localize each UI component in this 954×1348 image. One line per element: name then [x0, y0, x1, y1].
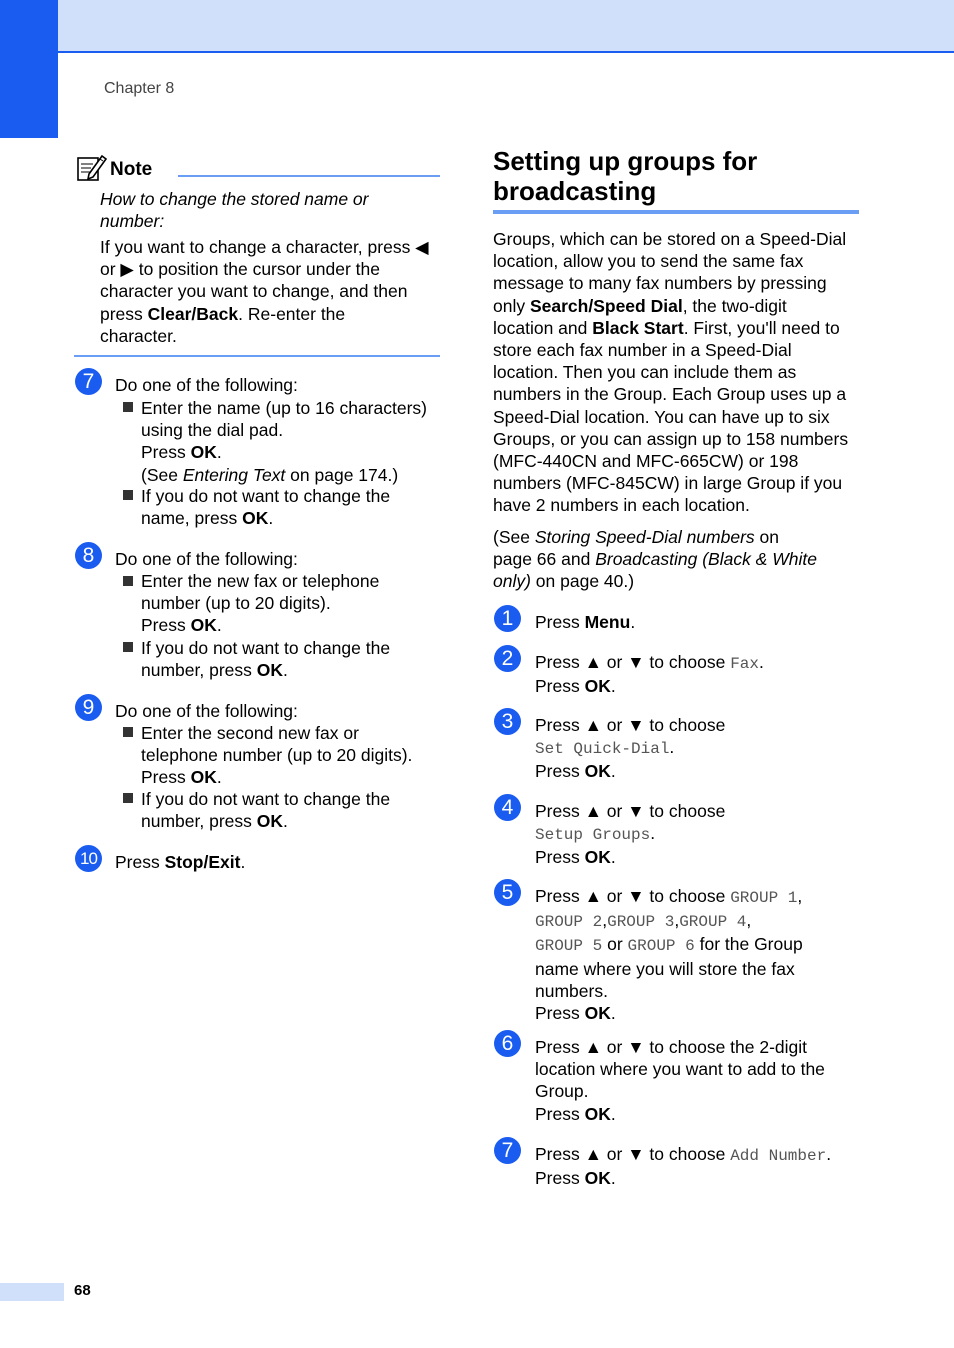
bullet-square-icon — [123, 642, 133, 652]
line: Press — [115, 852, 165, 872]
lcd-option: GROUP 1 — [730, 889, 798, 907]
line: location where you want to add to the — [535, 1059, 825, 1080]
key-name: OK — [584, 1103, 611, 1124]
note-subtitle-line: How to change the stored name or — [100, 189, 369, 209]
reference-title: Broadcasting (Black & White — [595, 549, 817, 570]
lcd-option: Fax — [730, 655, 759, 673]
key-name: OK — [256, 660, 283, 681]
step-text — [535, 611, 635, 633]
heading-line: broadcasting — [493, 176, 657, 206]
step-intro: Do one of the following: — [115, 549, 298, 569]
line: (MFC-440CN and MFC-665CW) or 198 — [493, 451, 799, 472]
line: . — [283, 811, 288, 832]
step-text — [535, 885, 803, 1024]
line: , — [602, 910, 608, 931]
lcd-option: Add Number — [730, 1147, 827, 1165]
see-reference — [493, 526, 817, 593]
reference-title: Storing Speed-Dial numbers — [534, 527, 755, 547]
line: Groups, which can be stored on a Speed-Dial — [493, 229, 847, 249]
line: . — [216, 615, 222, 636]
intro-paragraph — [493, 228, 848, 517]
line: Press — [141, 767, 191, 788]
reference-title: only) — [493, 571, 531, 592]
line: . — [610, 1103, 616, 1124]
line: name where you will store the fax — [535, 958, 795, 979]
line: number, press — [141, 811, 257, 832]
line: . — [610, 1168, 616, 1189]
heading-line: Setting up groups for — [493, 146, 758, 176]
step-number-badge: 8 — [75, 542, 102, 569]
line: . — [759, 652, 764, 672]
step-bullet-text — [141, 788, 390, 832]
line: . — [669, 737, 675, 758]
key-name: Menu — [584, 612, 631, 632]
line: or — [601, 1037, 628, 1057]
key-name: OK — [190, 615, 217, 636]
key-name: OK — [584, 847, 611, 868]
lcd-option: Set Quick-Dial — [535, 740, 670, 759]
line: Press — [535, 715, 585, 735]
key-name: OK — [584, 761, 611, 782]
key-name: OK — [190, 767, 217, 788]
line: location. Then you can include them as — [493, 362, 797, 383]
line: . — [216, 767, 222, 788]
note-subtitle — [100, 188, 369, 232]
line: , — [746, 910, 752, 931]
line: page 66 and — [493, 549, 596, 570]
step-intro: Do one of the following: — [115, 701, 298, 721]
line: location and — [493, 317, 593, 338]
step-text — [535, 1036, 825, 1125]
line: (See — [493, 527, 535, 547]
step-bullet-text — [141, 637, 390, 681]
line: . — [268, 508, 274, 529]
key-name: OK — [584, 1168, 611, 1189]
line: Press — [535, 612, 585, 632]
key-name: OK — [242, 508, 269, 529]
step-bullet-text — [141, 570, 379, 637]
line: . — [650, 823, 656, 844]
lcd-option: GROUP 3 — [607, 913, 675, 932]
step-number-badge: 7 — [494, 1137, 521, 1164]
note-body — [100, 236, 429, 347]
key-name: Clear/Back — [147, 303, 239, 324]
line: . — [216, 442, 222, 463]
step-number-badge: 6 — [494, 1030, 521, 1057]
down-arrow-icon: ▼ — [627, 1037, 645, 1057]
bullet-square-icon — [123, 490, 133, 500]
note-line: If you want to change a character, press ◀ — [100, 237, 429, 257]
line: Press — [535, 847, 585, 868]
line: , — [797, 886, 803, 906]
key-name: OK — [584, 676, 611, 697]
up-arrow-icon: ▲ — [584, 886, 602, 906]
step-number-badge: 9 — [75, 694, 102, 721]
lcd-option: GROUP 5 — [535, 937, 603, 956]
down-arrow-icon: ▼ — [627, 886, 645, 906]
step-text — [535, 800, 725, 869]
line: Press — [535, 652, 585, 672]
line: . — [610, 847, 616, 868]
line: name, press — [141, 508, 243, 529]
line: Press — [535, 1144, 585, 1164]
down-arrow-icon: ▼ — [627, 715, 645, 735]
line: . — [610, 676, 616, 697]
line: If you do not want to change the — [141, 486, 391, 506]
step-number-badge: 7 — [75, 368, 102, 395]
chapter-label: Chapter 8 — [104, 80, 175, 97]
note-line: . Re-enter the — [238, 303, 346, 324]
line: number (up to 20 digits). — [141, 593, 331, 614]
up-arrow-icon: ▲ — [584, 801, 602, 821]
line: location, allow you to send the same fax — [493, 251, 804, 272]
page-number-bar — [0, 1283, 64, 1301]
lcd-option: GROUP 6 — [627, 937, 695, 956]
note-line: or ▶ to position the cursor under the — [100, 259, 380, 280]
key-name: OK — [190, 442, 217, 463]
lcd-option: GROUP 2 — [535, 913, 603, 932]
step-text — [535, 651, 764, 697]
line: Press — [141, 615, 191, 636]
line: numbers in the Group. Each Group uses up a — [493, 384, 847, 405]
line: to choose the 2-digit — [644, 1037, 808, 1057]
chapter-tab — [0, 0, 58, 138]
lcd-option: Setup Groups — [535, 826, 651, 845]
step-number-badge: 2 — [494, 645, 521, 672]
note-line: character. — [100, 325, 177, 346]
step-number-badge: 4 — [494, 794, 521, 821]
up-arrow-icon: ▲ — [584, 1037, 602, 1057]
line: telephone number (up to 20 digits). — [141, 745, 413, 766]
reference-title: Entering Text — [182, 464, 286, 485]
step-text — [535, 1143, 831, 1189]
line: on page 174.) — [285, 464, 399, 485]
line: . — [240, 852, 246, 872]
note-subtitle-line: number: — [100, 211, 165, 232]
down-arrow-icon: ▼ — [627, 1144, 645, 1164]
key-name: Search/Speed Dial — [529, 295, 683, 316]
step-bullet-text — [141, 722, 412, 789]
key-name: Black Start — [592, 317, 684, 338]
line: Enter the name (up to 16 characters) — [141, 398, 427, 418]
line: . First, you'll need to — [683, 317, 840, 338]
note-pencil-icon — [75, 152, 107, 184]
line: have 2 numbers in each location. — [493, 495, 750, 516]
lcd-option: GROUP 4 — [679, 913, 747, 932]
line: Press — [535, 676, 585, 697]
line: to choose — [644, 652, 731, 672]
line: . — [283, 660, 288, 681]
line: Enter the new fax or telephone — [141, 571, 380, 591]
line: Press — [535, 761, 585, 782]
step-bullet-text — [141, 397, 427, 486]
line: Press — [535, 1168, 585, 1189]
step-number-badge: 1 — [494, 605, 521, 632]
note-title: Note — [110, 159, 153, 180]
key-name: OK — [256, 811, 283, 832]
line: to choose — [644, 1144, 731, 1164]
up-arrow-icon: ▲ — [584, 715, 602, 735]
line: Groups, or you can assign up to 158 numbers — [493, 428, 849, 449]
up-arrow-icon: ▲ — [584, 1144, 602, 1164]
key-name: Stop/Exit — [164, 852, 241, 872]
line: , — [674, 910, 680, 931]
line: on page 40.) — [530, 571, 635, 592]
line: , the two-digit — [682, 295, 787, 316]
step-number-badge: 5 — [494, 879, 521, 906]
line: store each fax number in a Speed-Dial — [493, 340, 792, 361]
line: to choose — [644, 715, 726, 735]
top-banner — [0, 0, 954, 53]
line: to choose — [644, 886, 731, 906]
line: Group. — [535, 1081, 589, 1102]
line: . — [610, 1003, 616, 1024]
line: to choose — [644, 801, 726, 821]
line: Press — [535, 1037, 585, 1057]
line: (See — [141, 464, 183, 485]
line: on — [754, 527, 779, 547]
line: message to many fax numbers by pressing — [493, 273, 827, 294]
line: Speed-Dial location. You can have up to six — [493, 406, 830, 427]
line: Press — [141, 442, 191, 463]
line: or — [601, 652, 628, 672]
line: for the Group — [694, 934, 803, 955]
step-intro: Do one of the following: — [115, 375, 298, 395]
line: Press — [535, 886, 585, 906]
line: or — [601, 801, 628, 821]
line: or — [601, 1144, 628, 1164]
line: number, press — [141, 660, 257, 681]
line: . — [610, 761, 616, 782]
line: or — [602, 934, 628, 955]
line: only — [493, 295, 530, 316]
bullet-square-icon — [123, 576, 133, 586]
line: numbers (MFC-845CW) in large Group if you — [493, 473, 843, 494]
line: Enter the second new fax or — [141, 723, 359, 743]
down-arrow-icon: ▼ — [627, 652, 645, 672]
key-name: OK — [584, 1003, 611, 1024]
heading-rule — [493, 210, 859, 214]
page-number: 68 — [74, 1282, 91, 1299]
note-rule-top — [178, 175, 440, 177]
step-text — [535, 714, 725, 783]
line: or — [601, 886, 628, 906]
line: using the dial pad. — [141, 420, 284, 441]
bullet-square-icon — [123, 727, 133, 737]
note-line: character you want to change, and then — [100, 281, 408, 302]
line: or — [601, 715, 628, 735]
line: . — [826, 1144, 832, 1164]
section-heading — [493, 146, 757, 206]
bullet-square-icon — [123, 402, 133, 412]
line: If you do not want to change the — [141, 789, 391, 809]
step-text — [115, 851, 245, 873]
step-number-badge: 3 — [494, 708, 521, 735]
down-arrow-icon: ▼ — [627, 801, 645, 821]
line: . — [630, 612, 636, 632]
line: numbers. — [535, 980, 608, 1001]
up-arrow-icon: ▲ — [584, 652, 602, 672]
note-line: press — [100, 303, 148, 324]
step-number-badge: 10 — [75, 845, 102, 872]
line: Press — [535, 801, 585, 821]
line: Press — [535, 1103, 585, 1124]
line: Press — [535, 1003, 585, 1024]
bullet-square-icon — [123, 793, 133, 803]
note-rule-bottom — [74, 355, 440, 357]
step-bullet-text — [141, 485, 390, 529]
line: If you do not want to change the — [141, 638, 391, 658]
